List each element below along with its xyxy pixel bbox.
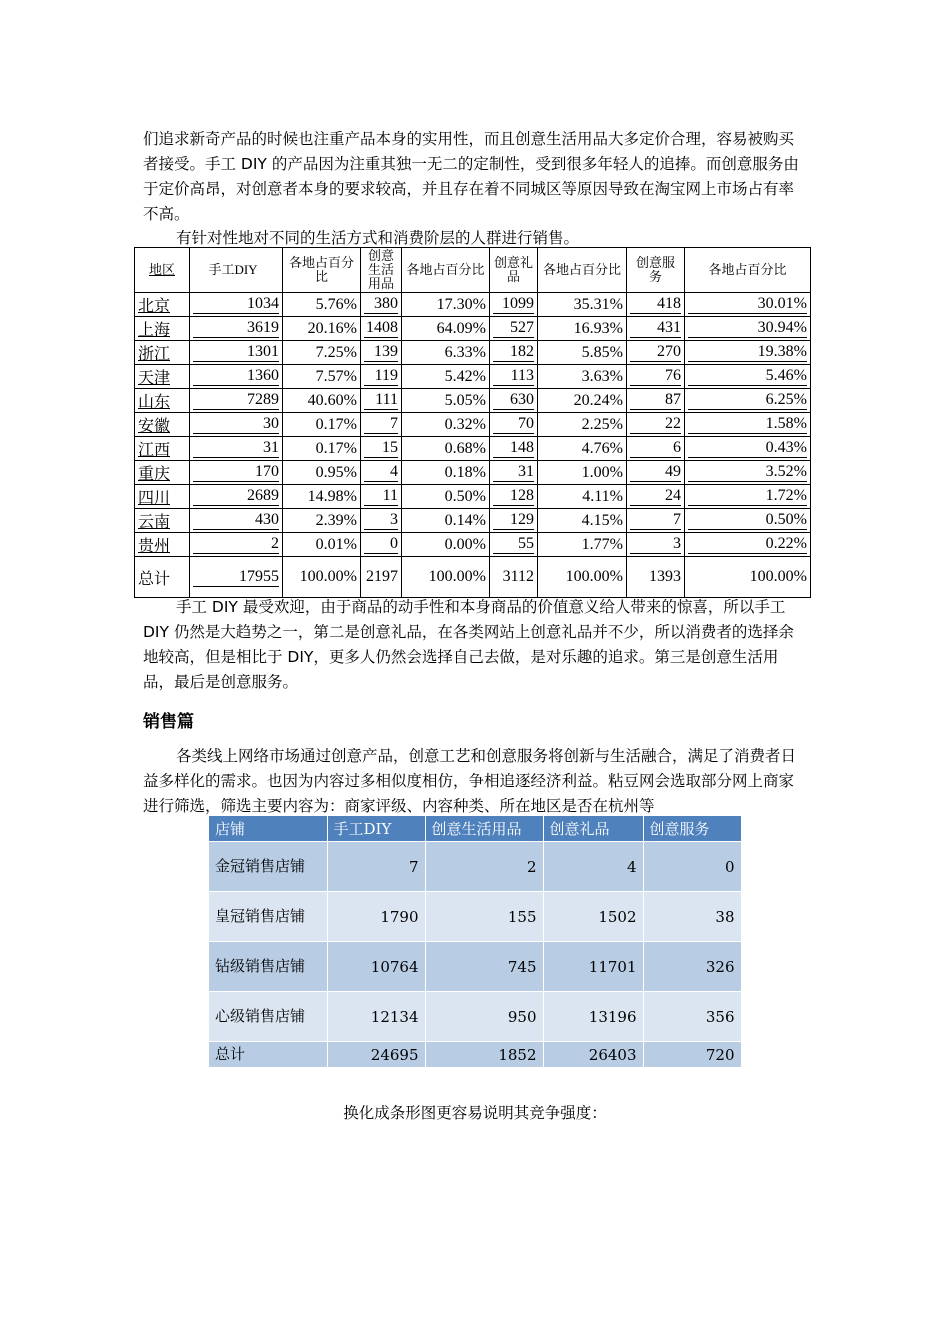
value-cell: 1034 xyxy=(190,293,283,317)
value-cell: 7289 xyxy=(190,389,283,413)
table-row xyxy=(135,413,811,437)
value-cell: 1852 xyxy=(425,1042,543,1068)
value-cell: 3.63% xyxy=(538,365,627,389)
total-cell: 17955 xyxy=(190,557,283,598)
value-cell: 7 xyxy=(627,509,685,533)
value-cell: 20.16% xyxy=(283,317,361,341)
region-cell: 重庆 xyxy=(135,461,190,485)
value-cell: 19.38% xyxy=(685,341,811,365)
header-cell: 创意服务 xyxy=(627,248,685,293)
region-cell: 山东 xyxy=(135,389,190,413)
value-cell: 15 xyxy=(361,437,402,461)
header-cell: 手工DIY xyxy=(327,816,425,842)
analysis-paragraph: 手工 DIY 最受欢迎，由于商品的动手性和本身商品的价值意义给人带来的惊喜，所以手工 DIY 仍然是大趋势之一，第二是创意礼品，在各类网站上创意礼品并不少，所以消费者的选择余地较高，但是相比于 DIY，更多人仍然会选择自己去做，是对乐趣的追求。第三是创意生活用品，最后是创意服务。 xyxy=(143,598,794,691)
value-cell: 30.94% xyxy=(685,317,811,341)
value-cell: 1408 xyxy=(361,317,402,341)
value-cell: 31 xyxy=(190,437,283,461)
value-cell: 139 xyxy=(361,341,402,365)
value-cell: 3 xyxy=(361,509,402,533)
value-cell: 3 xyxy=(627,533,685,557)
value-cell: 5.05% xyxy=(402,389,490,413)
total-cell: 2197 xyxy=(361,557,402,598)
value-cell: 270 xyxy=(627,341,685,365)
header-cell: 各地占百分比 xyxy=(402,248,490,293)
value-cell: 2 xyxy=(190,533,283,557)
shop-level-cell: 总计 xyxy=(209,1042,327,1068)
value-cell: 38 xyxy=(643,892,741,942)
value-cell: 11701 xyxy=(543,942,643,992)
total-cell: 100.00% xyxy=(685,557,811,598)
value-cell: 745 xyxy=(425,942,543,992)
value-cell: 380 xyxy=(361,293,402,317)
value-cell: 0.00% xyxy=(402,533,490,557)
region-sales-table xyxy=(134,247,811,598)
value-cell: 6 xyxy=(627,437,685,461)
value-cell: 5.76% xyxy=(283,293,361,317)
value-cell: 1502 xyxy=(543,892,643,942)
value-cell: 7 xyxy=(361,413,402,437)
value-cell: 12134 xyxy=(327,992,425,1042)
value-cell: 128 xyxy=(490,485,538,509)
table-header-row xyxy=(135,248,811,293)
value-cell: 4 xyxy=(543,842,643,892)
value-cell: 0.14% xyxy=(402,509,490,533)
value-cell: 14.98% xyxy=(283,485,361,509)
value-cell: 26403 xyxy=(543,1042,643,1068)
value-cell: 527 xyxy=(490,317,538,341)
value-cell: 5.46% xyxy=(685,365,811,389)
value-cell: 1099 xyxy=(490,293,538,317)
header-cell: 店铺 xyxy=(209,816,327,842)
value-cell: 3.52% xyxy=(685,461,811,485)
value-cell: 1.77% xyxy=(538,533,627,557)
header-cell: 手工DIY xyxy=(190,248,283,293)
value-cell: 2.39% xyxy=(283,509,361,533)
header-cell: 创意礼品 xyxy=(543,816,643,842)
value-cell: 4.15% xyxy=(538,509,627,533)
value-cell: 2 xyxy=(425,842,543,892)
value-cell: 30.01% xyxy=(685,293,811,317)
value-cell: 1301 xyxy=(190,341,283,365)
section-heading: 销售篇 xyxy=(143,712,194,732)
total-cell: 1393 xyxy=(627,557,685,598)
value-cell: 155 xyxy=(425,892,543,942)
value-cell: 0.32% xyxy=(402,413,490,437)
value-cell: 182 xyxy=(490,341,538,365)
value-cell: 22 xyxy=(627,413,685,437)
value-cell: 7.25% xyxy=(283,341,361,365)
total-cell: 3112 xyxy=(490,557,538,598)
shop-level-table xyxy=(209,816,742,1067)
region-cell: 四川 xyxy=(135,485,190,509)
value-cell: 31 xyxy=(490,461,538,485)
shop-level-cell: 皇冠销售店铺 xyxy=(209,892,327,942)
value-cell: 4.11% xyxy=(538,485,627,509)
header-cell: 各地占百分比 xyxy=(538,248,627,293)
total-cell: 100.00% xyxy=(283,557,361,598)
table-row xyxy=(209,992,741,1042)
value-cell: 4.76% xyxy=(538,437,627,461)
value-cell: 2.25% xyxy=(538,413,627,437)
value-cell: 0.01% xyxy=(283,533,361,557)
region-cell: 贵州 xyxy=(135,533,190,557)
value-cell: 119 xyxy=(361,365,402,389)
sales-paragraph: 各类线上网络市场通过创意产品，创意工艺和创意服务将创新与生活融合，满足了消费者日益多样化的需求。也因为内容过多相似度相仿，争相追逐经济利益。粘豆网会选取部分网上商家进行筛选，筛选主要内容为：商家评级、内容种类、所在地区是否在杭州等 xyxy=(143,747,797,815)
value-cell: 148 xyxy=(490,437,538,461)
value-cell: 0.17% xyxy=(283,413,361,437)
table-row xyxy=(135,317,811,341)
value-cell: 55 xyxy=(490,533,538,557)
table-row xyxy=(135,461,811,485)
table-row xyxy=(135,509,811,533)
header-cell: 创意生活用品 xyxy=(361,248,402,293)
value-cell: 35.31% xyxy=(538,293,627,317)
table-row xyxy=(209,942,741,992)
value-cell: 950 xyxy=(425,992,543,1042)
value-cell: 0.50% xyxy=(402,485,490,509)
value-cell: 5.85% xyxy=(538,341,627,365)
value-cell: 0.50% xyxy=(685,509,811,533)
value-cell: 356 xyxy=(643,992,741,1042)
region-cell: 云南 xyxy=(135,509,190,533)
value-cell: 3619 xyxy=(190,317,283,341)
value-cell: 1360 xyxy=(190,365,283,389)
value-cell: 1.72% xyxy=(685,485,811,509)
value-cell: 16.93% xyxy=(538,317,627,341)
header-cell: 创意生活用品 xyxy=(425,816,543,842)
value-cell: 1790 xyxy=(327,892,425,942)
region-cell: 上海 xyxy=(135,317,190,341)
value-cell: 6.25% xyxy=(685,389,811,413)
value-cell: 24 xyxy=(627,485,685,509)
value-cell: 0.68% xyxy=(402,437,490,461)
value-cell: 1.58% xyxy=(685,413,811,437)
value-cell: 7 xyxy=(327,842,425,892)
total-label: 总计 xyxy=(135,557,190,598)
value-cell: 24695 xyxy=(327,1042,425,1068)
value-cell: 0.95% xyxy=(283,461,361,485)
value-cell: 111 xyxy=(361,389,402,413)
value-cell: 5.42% xyxy=(402,365,490,389)
value-cell: 11 xyxy=(361,485,402,509)
value-cell: 4 xyxy=(361,461,402,485)
value-cell: 0 xyxy=(361,533,402,557)
shop-level-cell: 钻级销售店铺 xyxy=(209,942,327,992)
table-row xyxy=(209,892,741,942)
region-cell: 天津 xyxy=(135,365,190,389)
header-cell: 各地占百分比 xyxy=(685,248,811,293)
total-cell: 100.00% xyxy=(538,557,627,598)
value-cell: 13196 xyxy=(543,992,643,1042)
value-cell: 0 xyxy=(643,842,741,892)
value-cell: 17.30% xyxy=(402,293,490,317)
value-cell: 0.22% xyxy=(685,533,811,557)
value-cell: 129 xyxy=(490,509,538,533)
value-cell: 630 xyxy=(490,389,538,413)
region-cell: 北京 xyxy=(135,293,190,317)
value-cell: 87 xyxy=(627,389,685,413)
value-cell: 70 xyxy=(490,413,538,437)
value-cell: 2689 xyxy=(190,485,283,509)
value-cell: 431 xyxy=(627,317,685,341)
table-header-row xyxy=(209,816,741,842)
value-cell: 0.17% xyxy=(283,437,361,461)
table-row xyxy=(135,437,811,461)
value-cell: 10764 xyxy=(327,942,425,992)
table-row xyxy=(209,842,741,892)
table-row xyxy=(135,341,811,365)
table1-caption: 有针对性地对不同的生活方式和消费阶层的人群进行销售。 xyxy=(176,229,580,247)
intro-paragraph: 们追求新奇产品的时候也注重产品本身的实用性，而且创意生活用品大多定价合理，容易被购买者接受。手工 DIY 的产品因为注重其独一无二的定制性，受到很多年轻人的追捧。而创意服务由于定价高昂，对创意者本身的要求较高，并且存在着不同城区等原因导致在淘宝网上市场占有率不高。 xyxy=(143,130,799,223)
value-cell: 0.18% xyxy=(402,461,490,485)
value-cell: 418 xyxy=(627,293,685,317)
value-cell: 170 xyxy=(190,461,283,485)
header-cell: 创意礼品 xyxy=(490,248,538,293)
header-cell: 创意服务 xyxy=(643,816,741,842)
value-cell: 64.09% xyxy=(402,317,490,341)
header-cell: 各地占百分比 xyxy=(283,248,361,293)
value-cell: 113 xyxy=(490,365,538,389)
table-row xyxy=(135,365,811,389)
header-cell: 地区 xyxy=(135,248,190,293)
value-cell: 0.43% xyxy=(685,437,811,461)
total-cell: 100.00% xyxy=(402,557,490,598)
value-cell: 40.60% xyxy=(283,389,361,413)
table-row xyxy=(135,485,811,509)
table-row xyxy=(135,533,811,557)
shop-level-cell: 心级销售店铺 xyxy=(209,992,327,1042)
value-cell: 76 xyxy=(627,365,685,389)
value-cell: 20.24% xyxy=(538,389,627,413)
value-cell: 6.33% xyxy=(402,341,490,365)
shop-level-cell: 金冠销售店铺 xyxy=(209,842,327,892)
value-cell: 30 xyxy=(190,413,283,437)
chart-intro-caption: 换化成条形图更容易说明其竞争强度： xyxy=(343,1104,607,1122)
table-row xyxy=(135,293,811,317)
value-cell: 326 xyxy=(643,942,741,992)
table-total-row xyxy=(135,557,811,598)
region-cell: 浙江 xyxy=(135,341,190,365)
value-cell: 7.57% xyxy=(283,365,361,389)
value-cell: 49 xyxy=(627,461,685,485)
value-cell: 430 xyxy=(190,509,283,533)
table-row xyxy=(135,389,811,413)
value-cell: 1.00% xyxy=(538,461,627,485)
region-cell: 安徽 xyxy=(135,413,190,437)
value-cell: 720 xyxy=(643,1042,741,1068)
table-row xyxy=(209,1042,741,1068)
region-cell: 江西 xyxy=(135,437,190,461)
